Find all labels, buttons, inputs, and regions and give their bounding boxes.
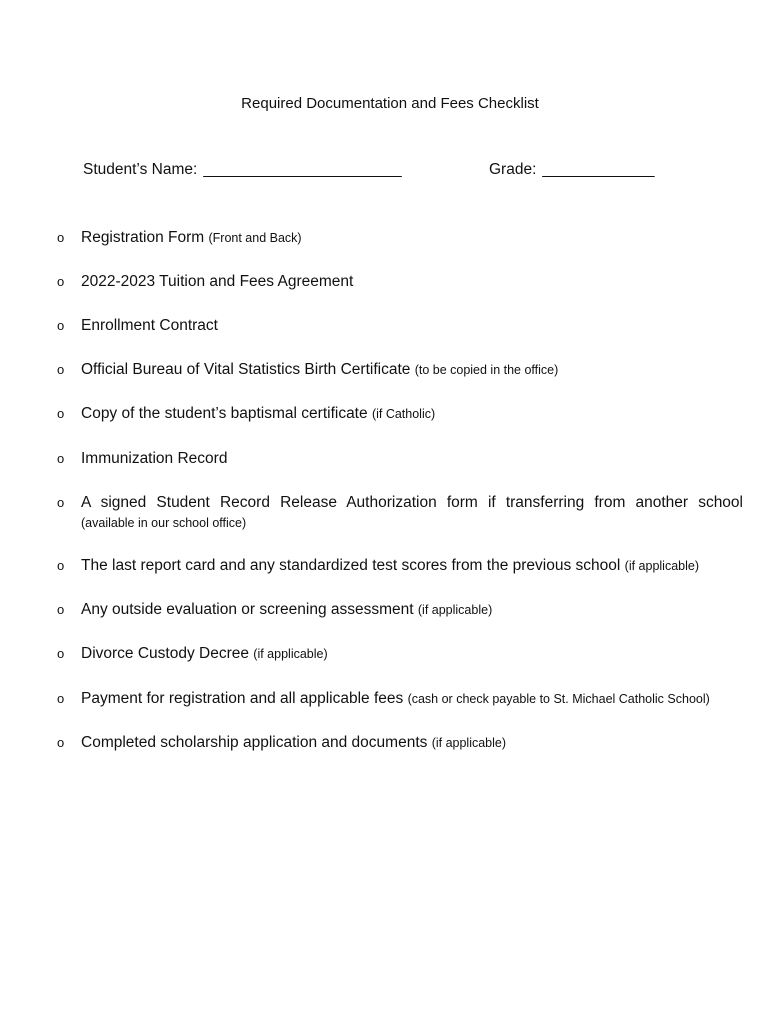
item-note: (if applicable) — [253, 647, 328, 661]
bullet-icon: o — [57, 362, 65, 377]
item-text: 2022-2023 Tuition and Fees Agreement — [81, 273, 354, 290]
item-text: Copy of the student’s baptismal certificate — [81, 405, 368, 422]
student-name-blank: _______________________ — [203, 161, 402, 178]
student-name-field — [83, 161, 402, 179]
bullet-icon: o — [57, 602, 65, 617]
item-note: (cash or check payable to St. Michael Catholic School) — [407, 692, 710, 706]
item-text: Payment for registration and all applicable fees — [81, 690, 404, 707]
item-text: A signed Student Record Release Authorization form if transferring from another school — [81, 494, 743, 511]
bullet-icon: o — [57, 274, 65, 289]
item-text: Immunization Record — [81, 450, 228, 467]
grade-field — [489, 161, 654, 179]
grade-label: Grade: — [489, 161, 537, 178]
item-text: Official Bureau of Vital Statistics Birth Certificate — [81, 361, 411, 378]
item-note: (if Catholic) — [371, 407, 436, 421]
bullet-icon: o — [57, 451, 65, 466]
item-text: Enrollment Contract — [81, 317, 218, 334]
bullet-icon: o — [57, 646, 65, 661]
bullet-icon: o — [57, 558, 65, 573]
bullet-icon: o — [57, 495, 65, 510]
bullet-icon: o — [57, 691, 65, 706]
grade-blank: _____________ — [542, 161, 655, 178]
item-note: (if applicable) — [431, 736, 507, 750]
bullet-icon: o — [57, 735, 65, 750]
item-note: (if applicable) — [417, 603, 493, 617]
item-text: Registration Form — [81, 229, 205, 246]
student-name-label: Student’s Name: — [83, 161, 198, 178]
bullet-icon: o — [57, 230, 65, 245]
item-text: Any outside evaluation or screening assessment — [81, 601, 414, 618]
item-note: (if applicable) — [624, 559, 699, 573]
item-text: Divorce Custody Decree — [81, 645, 249, 662]
page-title: Required Documentation and Fees Checklist — [241, 95, 539, 112]
item-note: (to be copied in the office) — [414, 363, 559, 377]
item-note: (Front and Back) — [208, 231, 302, 245]
item-text: The last report card and any standardized test scores from the previous school — [81, 557, 621, 574]
bullet-icon: o — [57, 406, 65, 421]
item-text: Completed scholarship application and documents — [81, 734, 428, 751]
bullet-icon: o — [57, 318, 65, 333]
item-note: (available in our school office) — [81, 516, 247, 530]
